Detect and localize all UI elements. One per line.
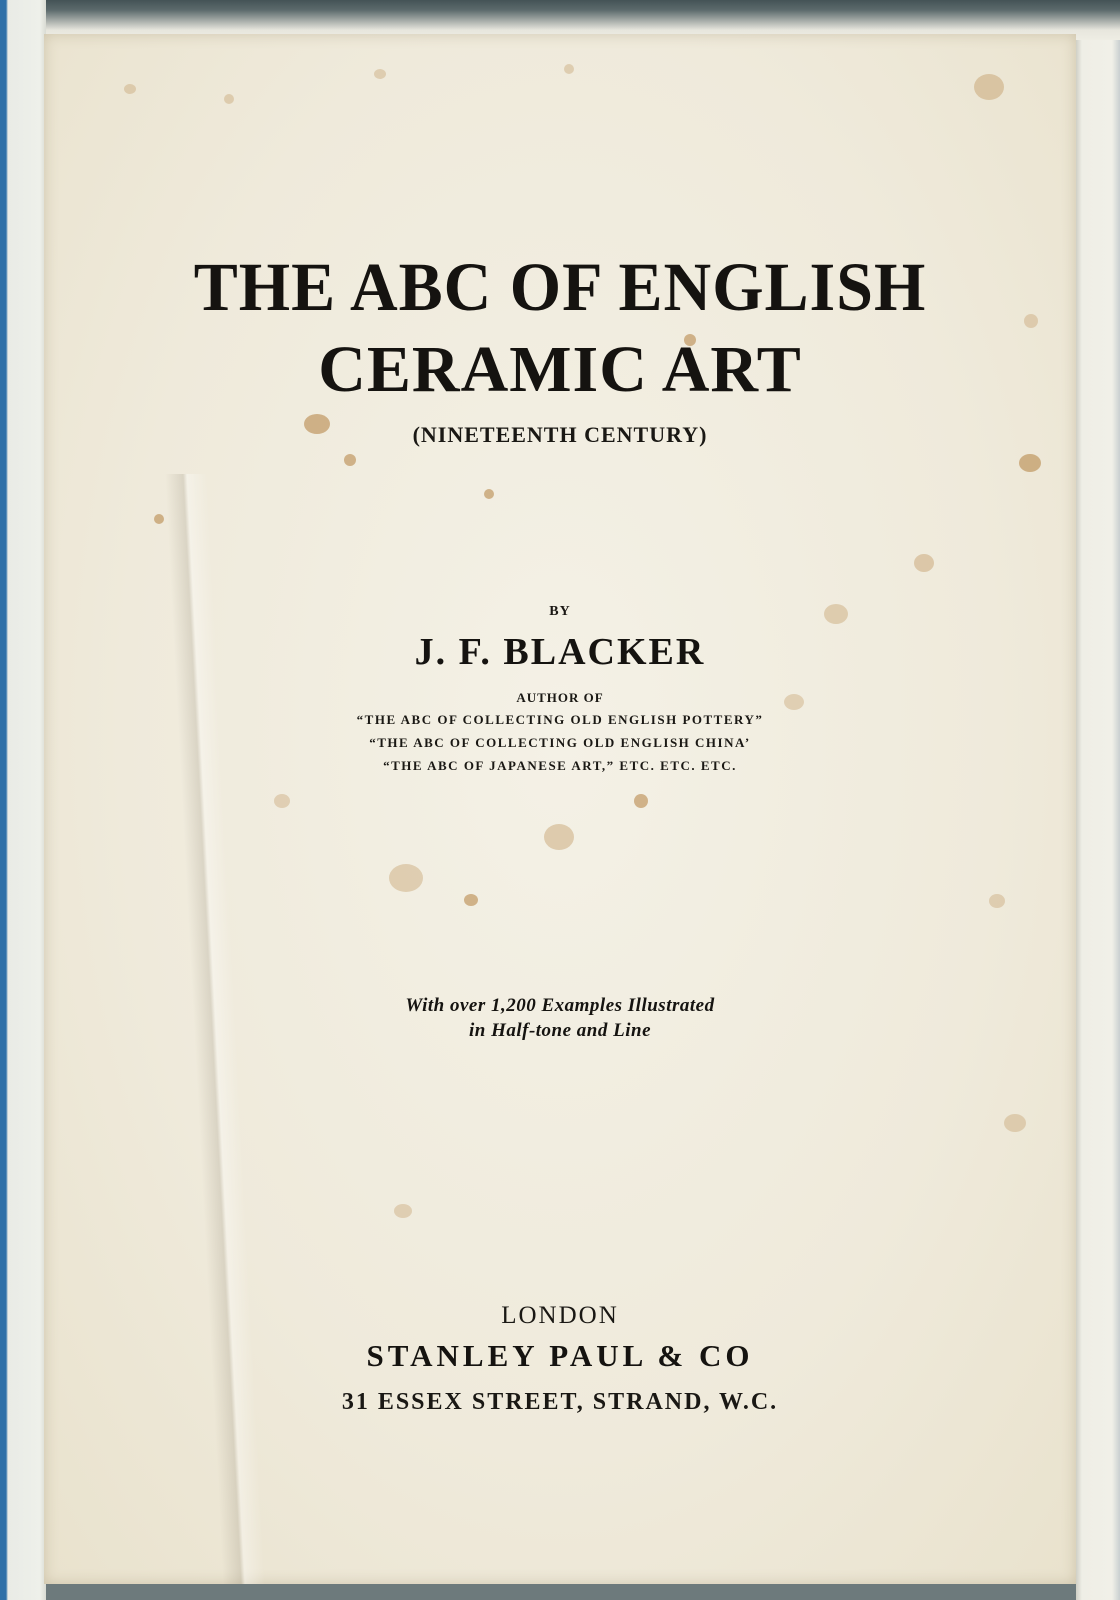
author-of-label: AUTHOR OF xyxy=(516,690,604,705)
by-label: BY xyxy=(549,604,571,619)
publisher-name: STANLEY PAUL & CO xyxy=(366,1338,754,1373)
publisher-address: 31 ESSEX STREET, STRAND, W.C. xyxy=(341,1389,779,1415)
previous-work-1: “THE ABC OF COLLECTING OLD ENGLISH POTTERY” xyxy=(356,712,764,727)
book-title-line-2: CERAMIC ART xyxy=(318,333,802,406)
book-subtitle: (NINETEENTH CENTURY) xyxy=(412,422,708,447)
illustrations-note-line-2: in Half-tone and Line xyxy=(468,1020,652,1041)
book-title-line-1: THE ABC OF ENGLISH xyxy=(193,249,927,326)
illustrations-note-line-1: With over 1,200 Examples Illustrated xyxy=(405,995,715,1016)
previous-work-3: “THE ABC OF JAPANESE ART,” ETC. ETC. ETC. xyxy=(383,758,737,773)
previous-work-2: “THE ABC OF COLLECTING OLD ENGLISH CHINA’ xyxy=(369,735,751,750)
imprint-city: LONDON xyxy=(501,1302,619,1329)
author-name: J. F. BLACKER xyxy=(414,631,706,673)
